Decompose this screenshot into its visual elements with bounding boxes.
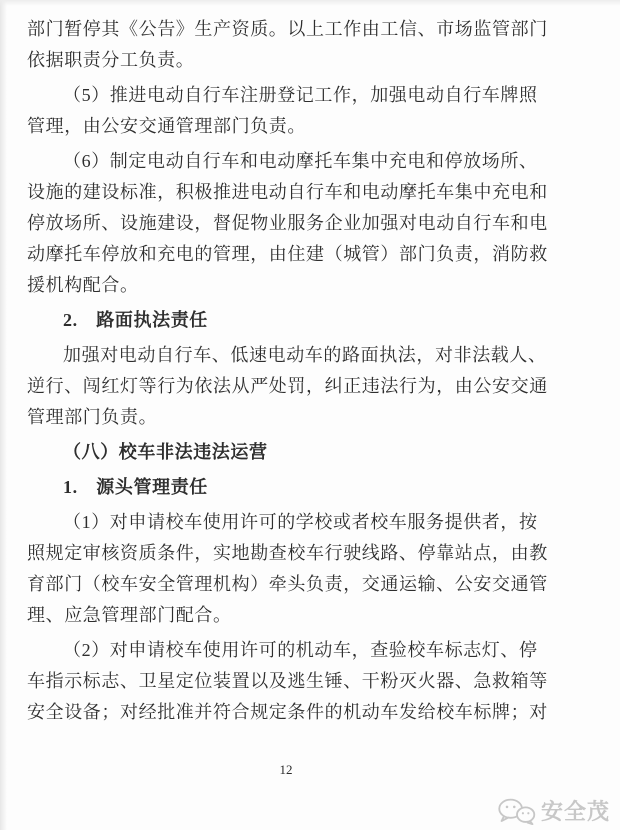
text-line: 加强对电动自行车、低速电动车的路面执法，对非法载人、 (63, 345, 547, 365)
scan-edge-top (0, 0, 620, 6)
text-line: 照规定审核资质条件，实地勘查校车行驶线路、停靠站点，由教 (27, 543, 548, 563)
text-line: 设施的建设标准，积极推进电动自行车和电动摩托车集中充电和 (27, 182, 548, 202)
text-line: （6）制定电动自行车和电动摩托车集中充电和停放场所、 (63, 151, 538, 171)
watermark-label: 安全茂 (540, 799, 610, 824)
paragraph (27, 507, 548, 631)
section-heading (27, 472, 545, 503)
text-line: 育部门（校车安全管理机构）牵头负责，交通运输、公安交通管 (27, 574, 548, 594)
text-line: 部门暂停其《公告》生产资质。以上工作由工信、市场监管部门 (27, 19, 548, 39)
paragraph (27, 635, 548, 728)
text-line: 援机构配合。 (27, 275, 139, 295)
text-line: 管理，由公安交通管理部门负责。 (27, 116, 306, 136)
text-line: （八）校车非法违法运营 (63, 442, 268, 462)
watermark (497, 795, 610, 826)
text-line: 动摩托车停放和充电的管理，由住建（城管）部门负责，消防救 (27, 244, 548, 264)
section-heading (27, 305, 545, 336)
text-line: 管理部门负责。 (27, 407, 158, 427)
section-heading (27, 437, 545, 468)
text-line: 逆行、闯红灯等行为依法从严处罚，纠正违法行为，由公安交通 (27, 376, 548, 396)
text-line: （1）对申请校车使用许可的学校或者校车服务提供者，按 (63, 512, 538, 532)
text-line: （2）对申请校车使用许可的机动车，查验校车标志灯、停 (63, 640, 538, 660)
paragraph (27, 80, 545, 142)
paragraph (27, 340, 548, 433)
text-line: （5）推进电动自行车注册登记工作，加强电动自行车牌照 (63, 85, 538, 105)
wechat-logo-icon (497, 797, 537, 825)
text-line: 1. 源头管理责任 (63, 477, 208, 497)
text-line: 依据职责分工负责。 (27, 50, 195, 70)
text-line: 车指示标志、卫星定位装置以及逃生锤、干粉灭火器、急救箱等 (27, 671, 548, 691)
page-number: 12 (279, 762, 293, 777)
paragraph (27, 14, 548, 76)
text-line: 理、应急管理部门配合。 (27, 605, 232, 625)
text-line: 停放场所、设施建设，督促物业服务企业加强对电动自行车和电 (27, 213, 548, 233)
text-line: 安全设备；对经批准并符合规定条件的机动车发给校车标牌；对 (27, 702, 548, 722)
text-line: 2. 路面执法责任 (63, 310, 208, 330)
scan-edge-left (0, 0, 7, 830)
paragraph (27, 146, 548, 301)
page-body (27, 14, 548, 728)
